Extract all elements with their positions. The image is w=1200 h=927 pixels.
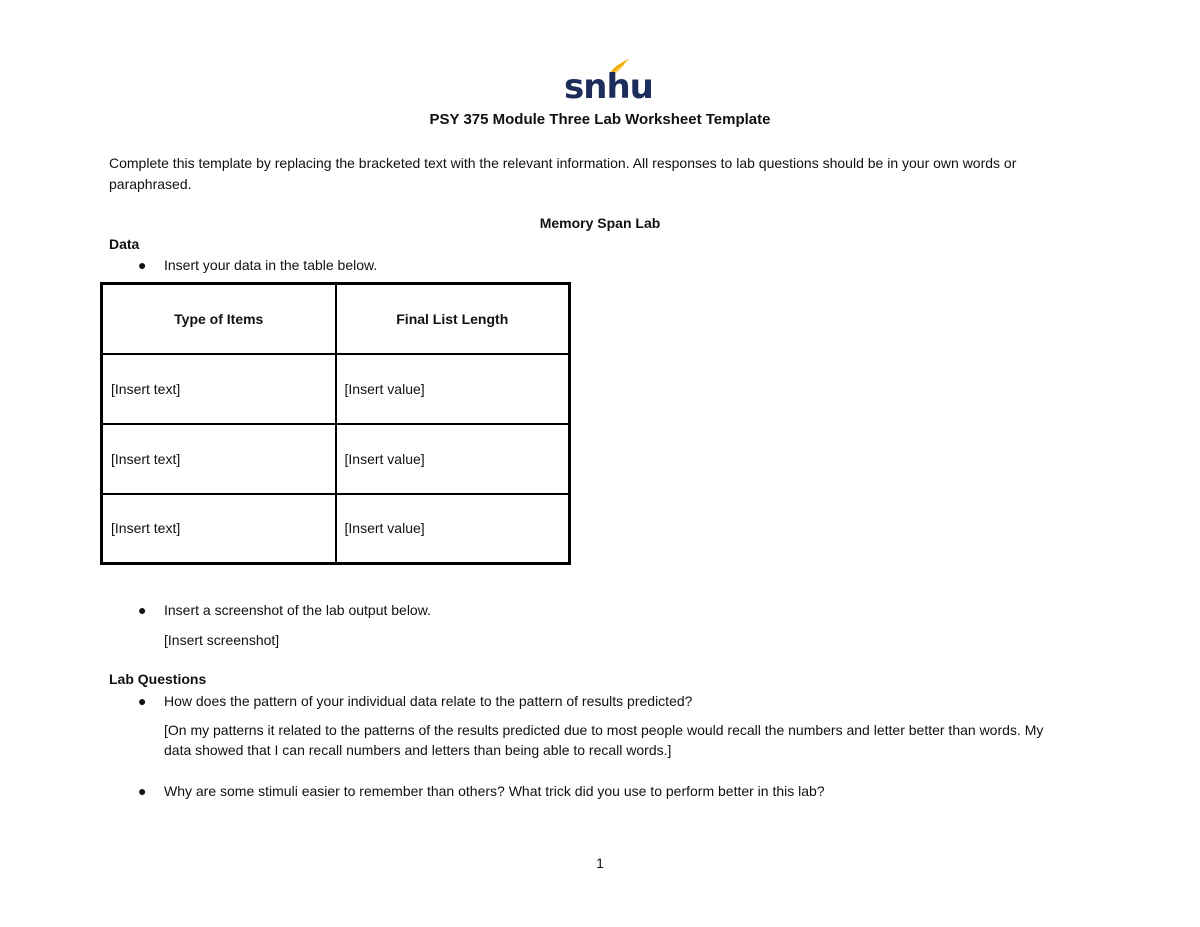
bullet-icon: ●	[138, 602, 147, 618]
table-cell[interactable]: [Insert text]	[102, 494, 336, 564]
lab-questions-heading: Lab Questions	[109, 671, 207, 687]
table-header: Type of Items	[102, 284, 336, 354]
logo-text: snhu	[564, 67, 653, 107]
table-cell[interactable]: [Insert text]	[102, 354, 336, 424]
page-number: 1	[596, 855, 604, 871]
table-row	[102, 354, 570, 424]
screenshot-instruction: Insert a screenshot of the lab output below.	[164, 602, 431, 618]
table-cell[interactable]: [Insert text]	[102, 424, 336, 494]
answer-1[interactable]: [On my patterns it related to the patterns of the results predicted due to most people would recall the numbers and letter better than words. My data showed that I can recall numbers and letters than being able to recall words.]	[164, 722, 1044, 758]
data-heading: Data	[109, 236, 140, 252]
table-cell[interactable]: [Insert value]	[336, 494, 570, 564]
lab-title: Memory Span Lab	[539, 215, 661, 231]
bullet-icon: ●	[138, 693, 147, 709]
intro-paragraph: Complete this template by replacing the bracketed text with the relevant information. All responses to lab questions should be in your own words or paraphrased.	[109, 155, 1017, 192]
question-2: Why are some stimuli easier to remember than others? What trick did you use to perform better in this lab?	[164, 783, 825, 799]
bullet-icon: ●	[138, 257, 147, 273]
document-title: PSY 375 Module Three Lab Worksheet Template	[429, 111, 771, 128]
table-header-row	[102, 284, 570, 354]
table-cell[interactable]: [Insert value]	[336, 354, 570, 424]
bullet-icon: ●	[138, 783, 147, 799]
table-header: Final List Length	[336, 284, 570, 354]
question-1: How does the pattern of your individual data relate to the pattern of results predicted?	[164, 693, 693, 709]
data-table	[100, 282, 571, 565]
table-cell[interactable]: [Insert value]	[336, 424, 570, 494]
data-instruction: Insert your data in the table below.	[164, 257, 378, 273]
table-row	[102, 424, 570, 494]
screenshot-placeholder[interactable]: [Insert screenshot]	[164, 632, 280, 648]
snhu-logo	[564, 58, 653, 107]
table-row	[102, 494, 570, 564]
